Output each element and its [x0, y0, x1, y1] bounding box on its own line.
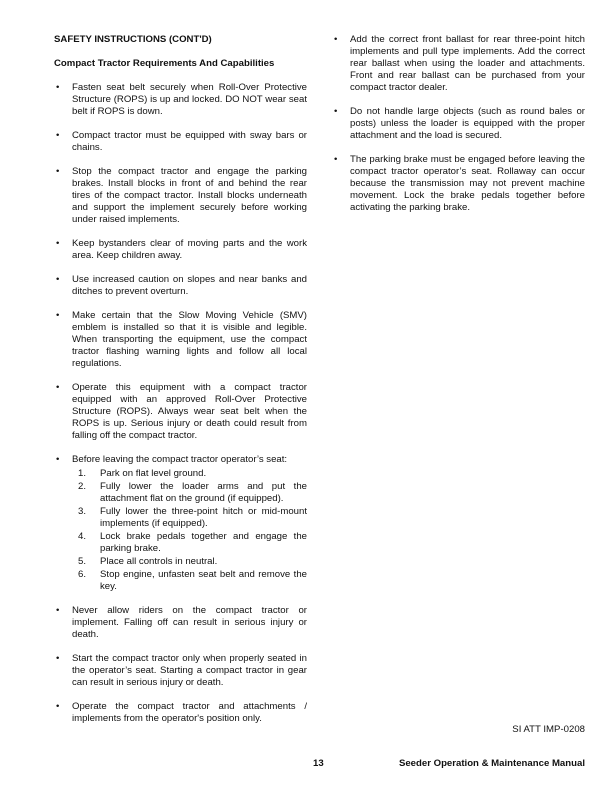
bullet-icon: • — [56, 238, 60, 249]
step-number: 1. — [78, 468, 87, 479]
bullet-text: The parking brake must be engaged before leaving the compact tractor operator’s seat. Rollaway can occur because the transmission may not prevent machine movement. Lock the brake pedals together before activating the parking brake. — [350, 154, 585, 213]
bullet-icon: • — [56, 82, 60, 93]
bullet-icon: • — [56, 382, 60, 393]
bullet-icon: • — [56, 166, 60, 177]
step-item — [72, 556, 307, 568]
bullet-text: Use increased caution on slopes and near banks and ditches to prevent overturn. — [72, 274, 307, 297]
bullet-text: Operate this equipment with a compact tractor equipped with an approved Roll-Over Protective Structure (ROPS). Always wear seat belt when the ROPS is up. Serious injury or death could result from falling off the compact tractor. — [72, 382, 307, 441]
step-item — [72, 481, 307, 505]
section-heading: SAFETY INSTRUCTIONS (CONT'D) — [54, 34, 212, 45]
bullet-icon: • — [334, 106, 338, 117]
step-text: Park on flat level ground. — [100, 468, 207, 479]
bullet-text: Make certain that the Slow Moving Vehicle (SMV) emblem is installed so that it is visible and legible. When transporting the equipment, use the compact tractor flashing warning lights and follow all local regulations. — [72, 310, 307, 369]
bullet-text: Do not handle large objects (such as round bales or posts) unless the loader is equipped with the proper attachment and the load is secured. — [350, 106, 585, 141]
step-item — [72, 531, 307, 555]
bullet-item — [54, 310, 307, 370]
step-text: Fully lower the three-point hitch or mid-mount implements (if equipped). — [100, 506, 307, 529]
bullet-icon: • — [334, 154, 338, 165]
step-number: 6. — [78, 569, 87, 580]
bullet-icon: • — [56, 274, 60, 285]
bullet-item — [54, 605, 307, 641]
bullet-text: Fasten seat belt securely when Roll-Over Protective Structure (ROPS) is up and locked. DO NOT wear seat belt if ROPS is down. — [72, 82, 307, 117]
bullet-item — [54, 130, 307, 154]
bullet-item — [332, 34, 585, 94]
step-item — [72, 569, 307, 593]
bullet-text: Operate the compact tractor and attachments / implements from the operator's position only. — [72, 701, 307, 724]
step-text: Lock brake pedals together and engage the parking brake. — [100, 531, 307, 554]
left-column — [54, 34, 307, 737]
bullet-item — [54, 274, 307, 298]
steps-list — [72, 468, 307, 593]
bullet-icon: • — [334, 34, 338, 45]
step-number: 4. — [78, 531, 87, 542]
bullet-item — [54, 701, 307, 725]
step-text: Stop engine, unfasten seat belt and remove the key. — [100, 569, 307, 592]
bullet-icon: • — [56, 653, 60, 664]
bullet-icon: • — [56, 454, 60, 465]
bullet-text: Before leaving the compact tractor operator’s seat: — [72, 454, 288, 465]
right-column — [332, 34, 585, 226]
bullet-text: Add the correct front ballast for rear three-point hitch implements and pull type implements. Add the correct rear ballast when using the loader and attachments. Front and rear ballast can be purchased from your compact tractor dealer. — [350, 34, 585, 93]
document-code: SI ATT IMP-0208 — [512, 724, 585, 735]
manual-title: Seeder Operation & Maintenance Manual — [398, 758, 585, 769]
bullet-icon: • — [56, 701, 60, 712]
bullet-item — [332, 154, 585, 214]
step-number: 5. — [78, 556, 87, 567]
bullet-item — [54, 166, 307, 226]
step-number: 2. — [78, 481, 87, 492]
step-item — [72, 506, 307, 530]
bullet-text: Keep bystanders clear of moving parts and the work area. Keep children away. — [72, 238, 307, 261]
step-number: 3. — [78, 506, 87, 517]
bullet-icon: • — [56, 310, 60, 321]
bullet-text: Stop the compact tractor and engage the parking brakes. Install blocks in front of and behind the rear tires of the compact tractor. Install blocks underneath and support the implement securely before working under raised implements. — [72, 166, 307, 225]
bullet-item — [54, 653, 307, 689]
bullet-icon: • — [56, 605, 60, 616]
bullet-item — [332, 106, 585, 142]
page-number: 13 — [313, 758, 324, 769]
bullet-item — [54, 454, 307, 593]
bullet-item — [54, 238, 307, 262]
step-text: Fully lower the loader arms and put the attachment flat on the ground (if equipped). — [100, 481, 307, 504]
bullet-text: Compact tractor must be equipped with sway bars or chains. — [72, 130, 307, 153]
step-text: Place all controls in neutral. — [100, 556, 218, 567]
section-subheading: Compact Tractor Requirements And Capabilities — [54, 58, 275, 69]
bullet-text: Start the compact tractor only when properly seated in the operator’s seat. Starting a compact tractor in gear can result in serious injury or death. — [72, 653, 307, 688]
bullet-icon: • — [56, 130, 60, 141]
bullet-item — [54, 382, 307, 442]
bullet-item — [54, 82, 307, 118]
bullet-text: Never allow riders on the compact tractor or implement. Falling off can result in serious injury or death. — [72, 605, 307, 640]
step-item — [72, 468, 307, 480]
